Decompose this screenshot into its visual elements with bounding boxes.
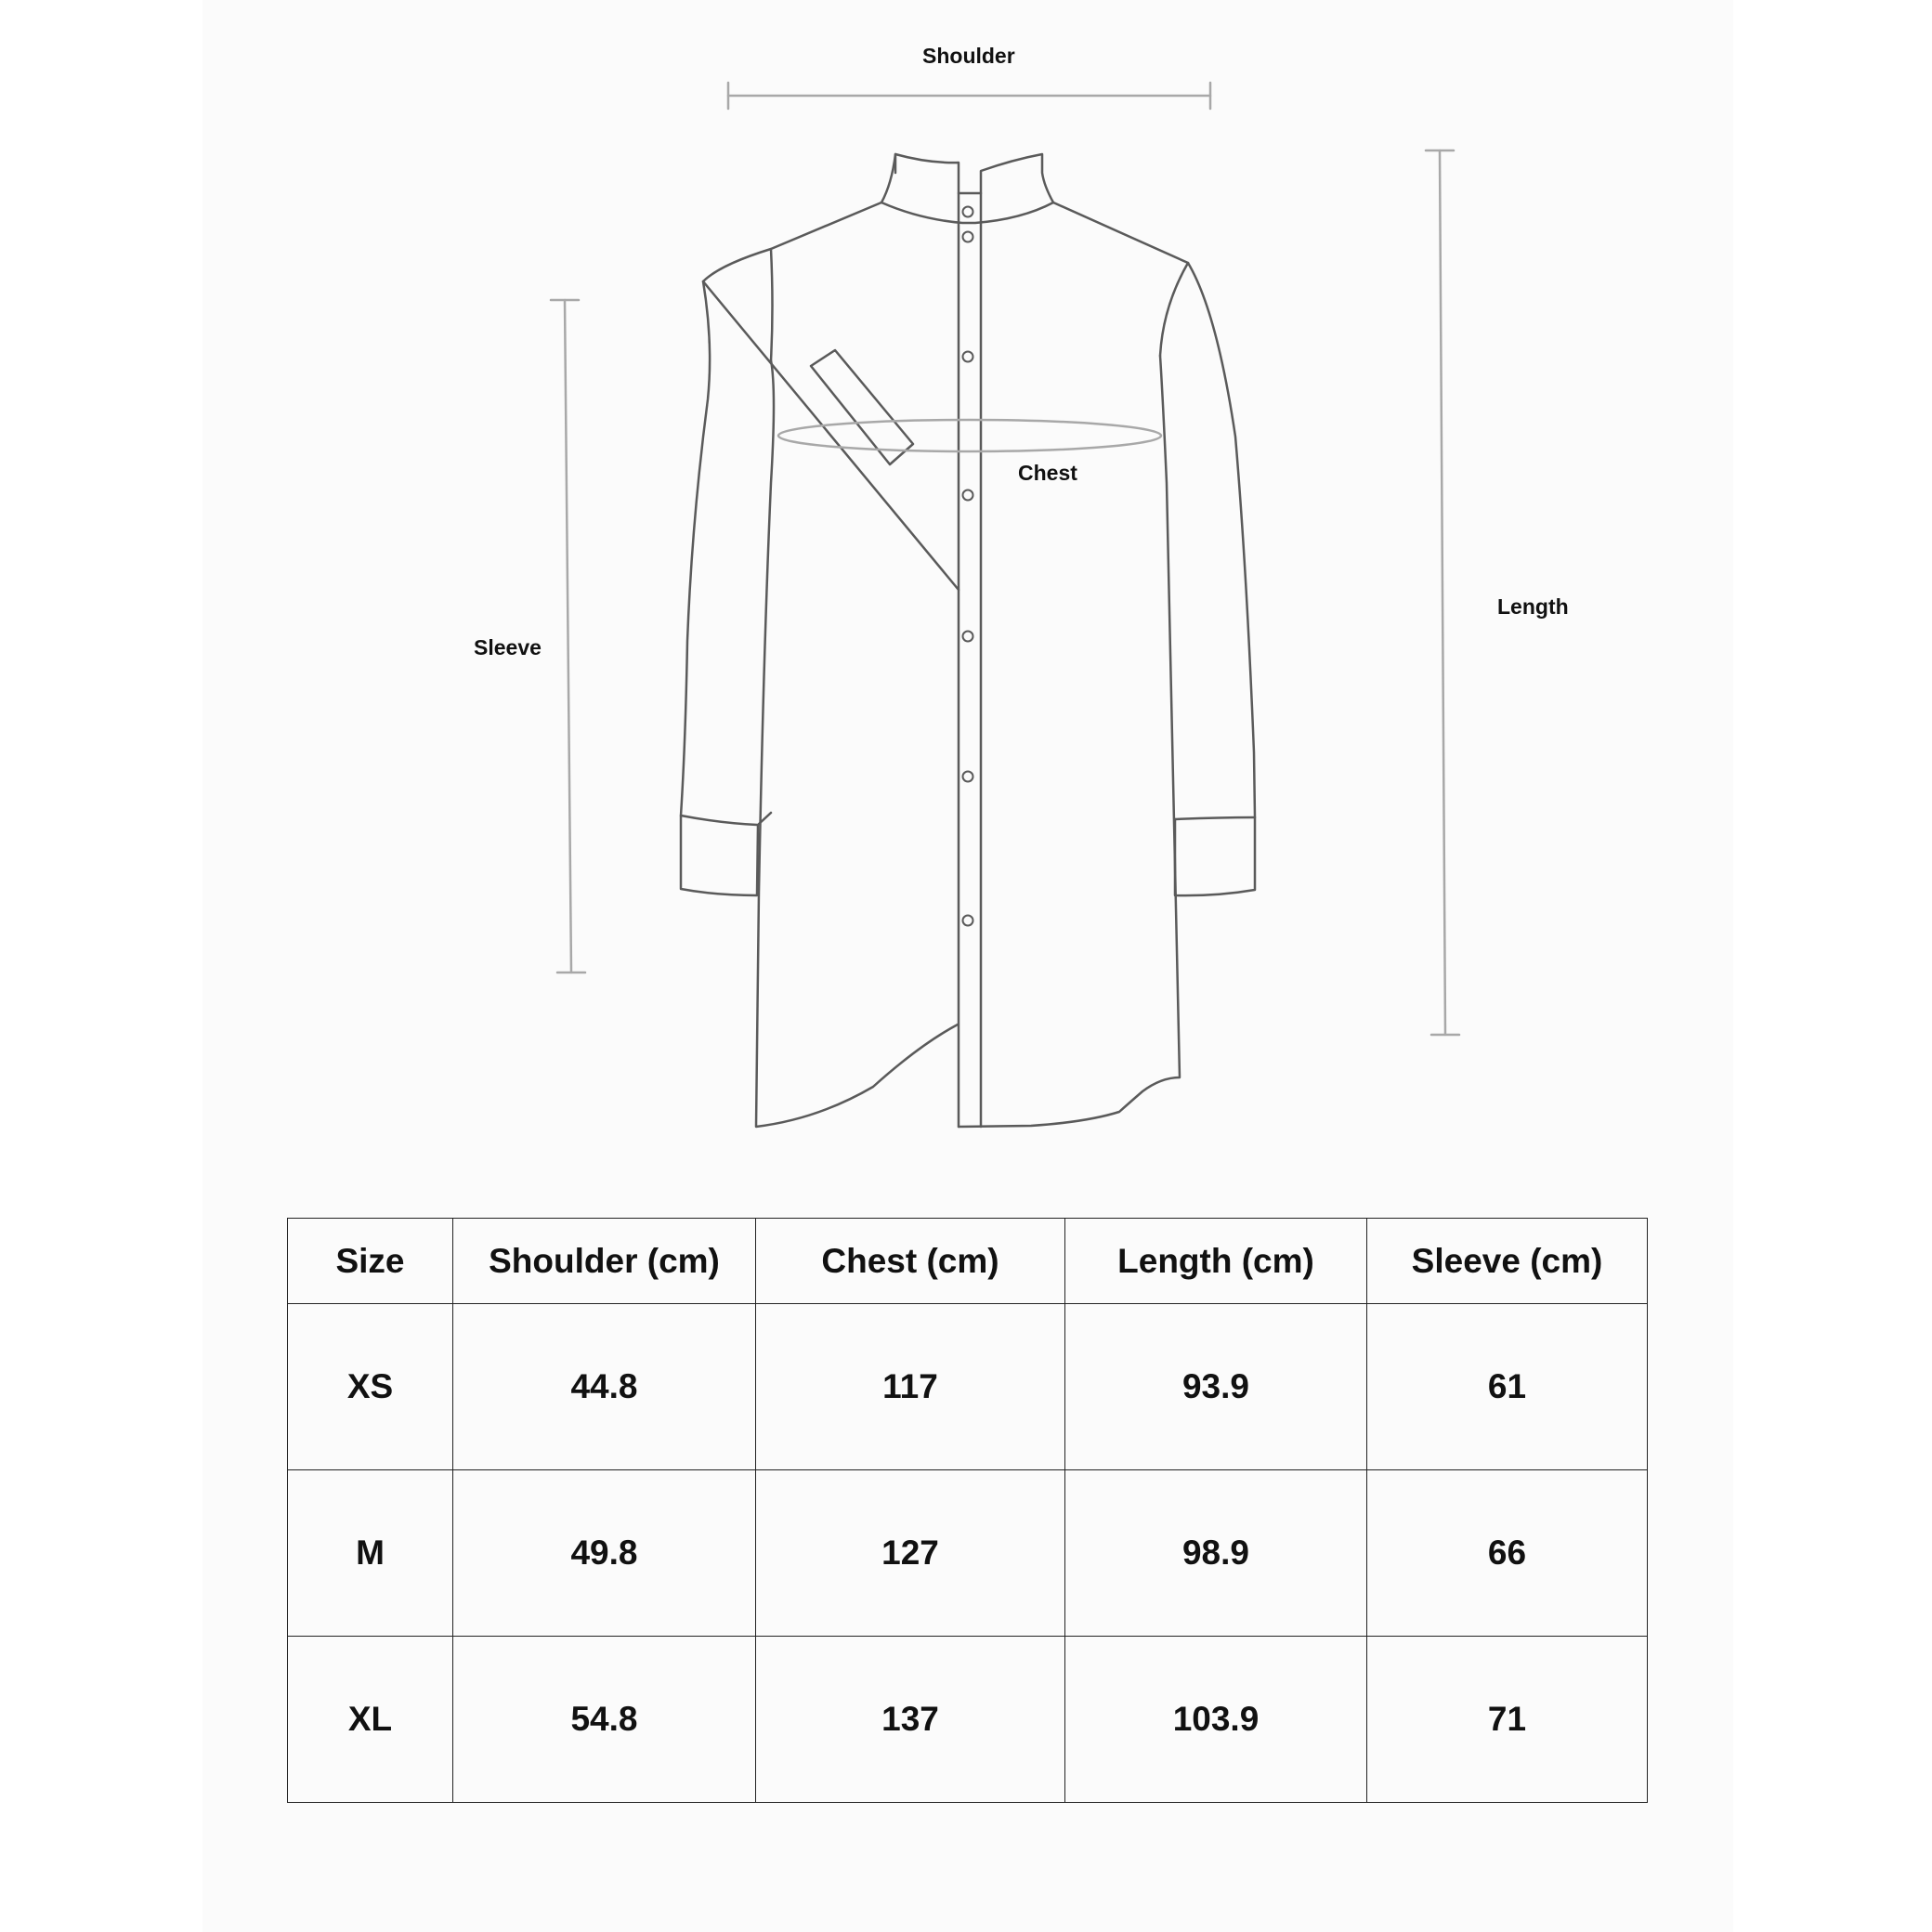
cell-shoulder: 54.8 [453, 1637, 756, 1803]
header-length: Length (cm) [1065, 1219, 1367, 1304]
diagonal-panel [703, 281, 959, 590]
cell-size: XS [288, 1304, 453, 1470]
right-cuff [1175, 817, 1255, 819]
cell-length: 103.9 [1065, 1637, 1367, 1803]
right-sleeve [1053, 202, 1255, 895]
cell-length: 93.9 [1065, 1304, 1367, 1470]
left-sleeve [681, 202, 881, 895]
size-chart-table [287, 1218, 1648, 1803]
button [963, 352, 973, 362]
length-measure-line [1426, 150, 1459, 1035]
cell-shoulder: 49.8 [453, 1470, 756, 1637]
header-size: Size [288, 1219, 453, 1304]
body-left-side [756, 360, 958, 1127]
cell-sleeve: 71 [1367, 1637, 1648, 1803]
chest-label: Chest [1018, 461, 1077, 485]
left-cuff [681, 816, 757, 825]
buttons [963, 207, 973, 926]
sleeve-label: Sleeve [474, 635, 542, 659]
table-row [288, 1304, 1648, 1470]
shoulder-measure-line [728, 83, 1210, 109]
cell-size: XL [288, 1637, 453, 1803]
button [963, 232, 973, 242]
table-row [288, 1637, 1648, 1803]
cell-chest: 137 [756, 1637, 1065, 1803]
sleeve-measure-line [551, 300, 585, 973]
header-sleeve: Sleeve (cm) [1367, 1219, 1648, 1304]
chest-measure-ellipse [778, 420, 1161, 451]
cell-length: 98.9 [1065, 1470, 1367, 1637]
shoulder-label: Shoulder [922, 44, 1015, 68]
pocket-flap [811, 350, 913, 464]
cell-sleeve: 66 [1367, 1470, 1648, 1637]
cell-sleeve: 61 [1367, 1304, 1648, 1470]
header-shoulder: Shoulder (cm) [453, 1219, 756, 1304]
button [963, 916, 973, 926]
button [963, 490, 973, 501]
button [963, 632, 973, 642]
table-row [288, 1470, 1648, 1637]
cell-size: M [288, 1470, 453, 1637]
header-chest: Chest (cm) [756, 1219, 1065, 1304]
length-label: Length [1497, 594, 1569, 619]
table-header-row [288, 1219, 1648, 1304]
button [963, 207, 973, 217]
cell-chest: 127 [756, 1470, 1065, 1637]
cell-shoulder: 44.8 [453, 1304, 756, 1470]
button [963, 772, 973, 782]
cell-chest: 117 [756, 1304, 1065, 1470]
